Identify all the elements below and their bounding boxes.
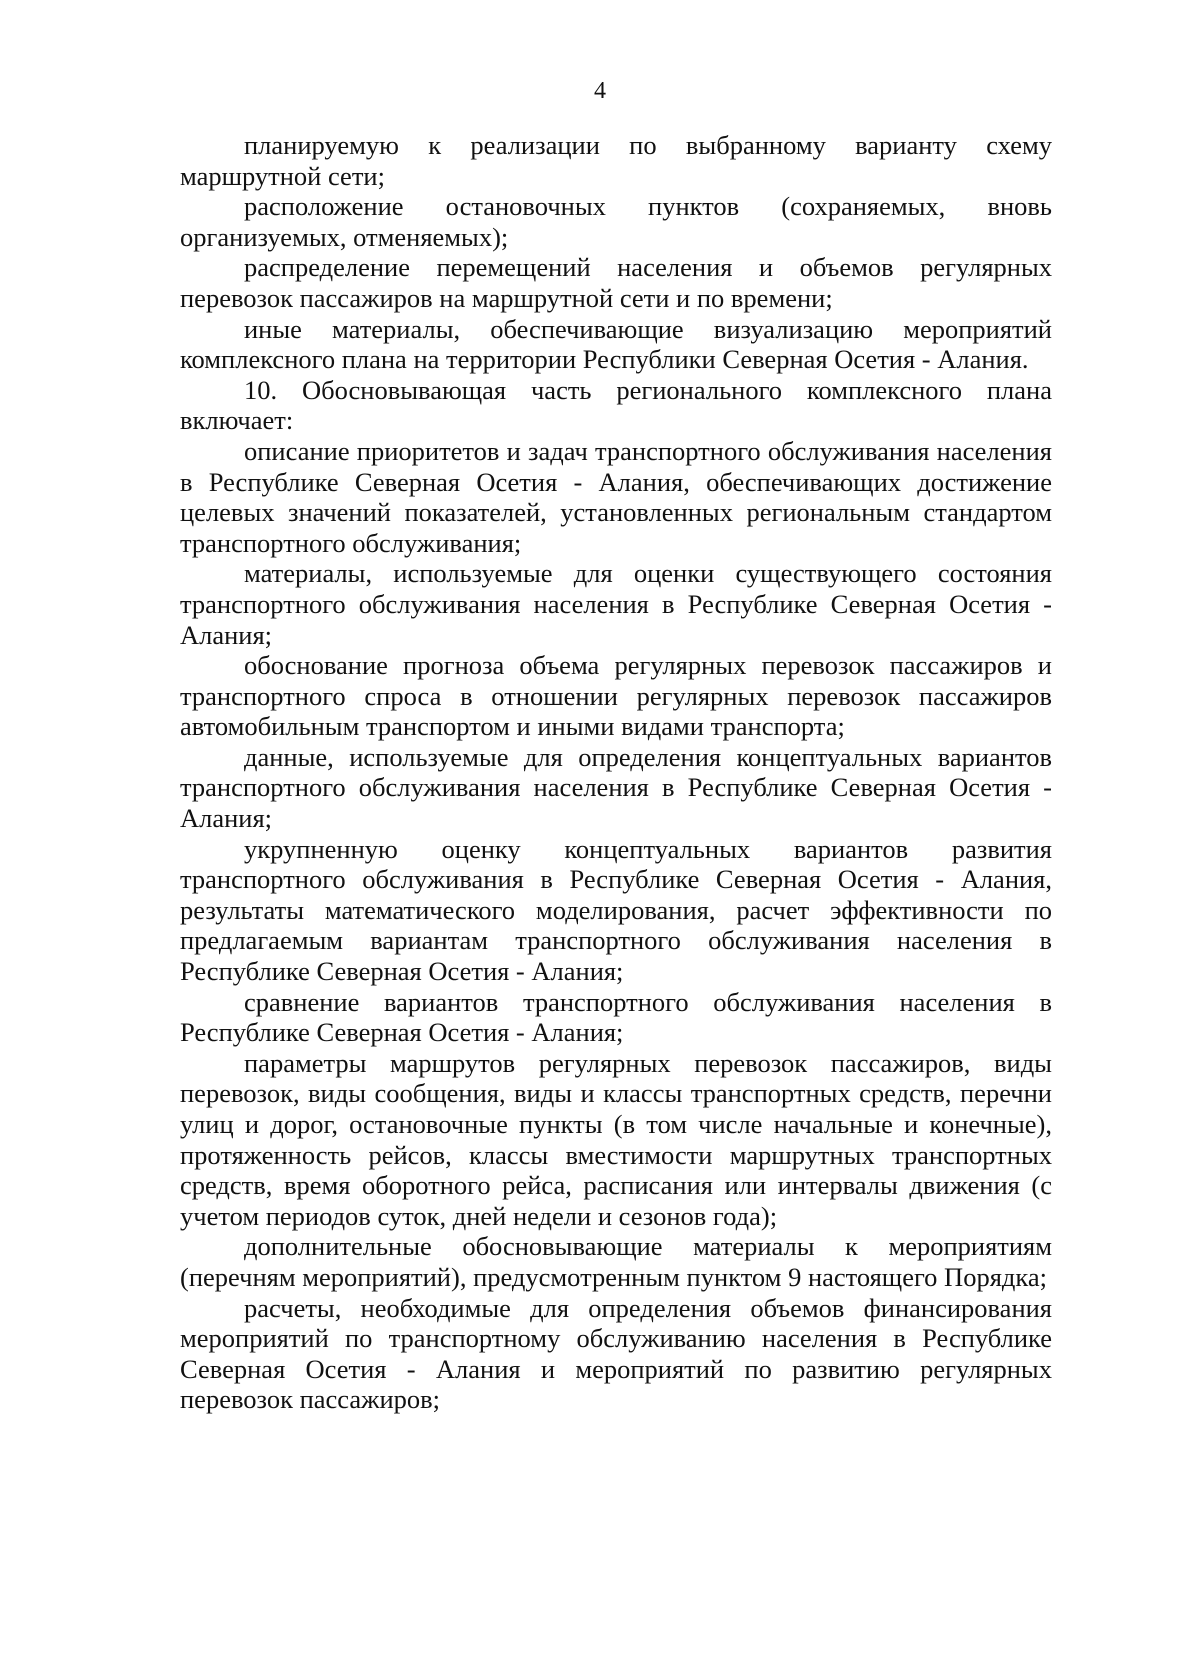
paragraph: расчеты, необходимые для определения объемов финансирования мероприятий по транспортному обслуживанию населения в Республике Северная Осетия - Алания и мероприятий по развитию регулярных перевозок пассажиров;	[180, 1292, 1052, 1415]
paragraph: данные, используемые для определения концептуальных вариантов транспортного обслуживания населения в Республике Северная Осетия - Алания;	[180, 741, 1052, 834]
document-body	[180, 130, 1052, 1415]
paragraph: расположение остановочных пунктов (сохраняемых, вновь организуемых, отменяемых);	[180, 191, 1052, 252]
paragraph: описание приоритетов и задач транспортного обслуживания населения в Республике Северная Осетия - Алания, обеспечивающих достижение целевых значений показателей, установленных региональным стандартом транспортного обслуживания;	[180, 435, 1052, 558]
paragraph: распределение перемещений населения и объемов регулярных перевозок пассажиров на маршрутной сети и по времени;	[180, 252, 1052, 313]
paragraph: параметры маршрутов регулярных перевозок пассажиров, виды перевозок, виды сообщения, виды и классы транспортных средств, перечни улиц и дорог, остановочные пункты (в том числе начальные и конечные), протяженность рейсов, классы вместимости маршрутных транспортных средств, время оборотного рейса, расписания или интервалы движения (с учетом периодов суток, дней недели и сезонов года);	[180, 1047, 1052, 1231]
paragraph: планируемую к реализации по выбранному варианту схему маршрутной сети;	[180, 130, 1052, 191]
paragraph: укрупненную оценку концептуальных вариантов развития транспортного обслуживания в Республике Северная Осетия - Алания, результаты математического моделирования, расчет эффективности по предлагаемым вариантам транспортного обслуживания населения в Республике Северная Осетия - Алания;	[180, 833, 1052, 987]
section-heading-paragraph: 10. Обосновывающая часть регионального комплексного плана включает:	[180, 374, 1052, 436]
paragraph: материалы, используемые для оценки существующего состояния транспортного обслуживания населения в Республике Северная Осетия - Алания;	[180, 558, 1052, 650]
paragraph: дополнительные обосновывающие материалы к мероприятиям (перечням мероприятий), предусмотренным пунктом 9 настоящего Порядка;	[180, 1231, 1052, 1292]
paragraph: обоснование прогноза объема регулярных перевозок пассажиров и транспортного спроса в отношении регулярных перевозок пассажиров автомобильным транспортом и иными видами транспорта;	[180, 650, 1052, 742]
paragraph: иные материалы, обеспечивающие визуализацию мероприятий комплексного плана на территории Республики Северная Осетия - Алания.	[180, 313, 1052, 375]
page-number: 4	[594, 78, 606, 104]
paragraph: сравнение вариантов транспортного обслуживания населения в Республике Северная Осетия - Алания;	[180, 986, 1052, 1048]
